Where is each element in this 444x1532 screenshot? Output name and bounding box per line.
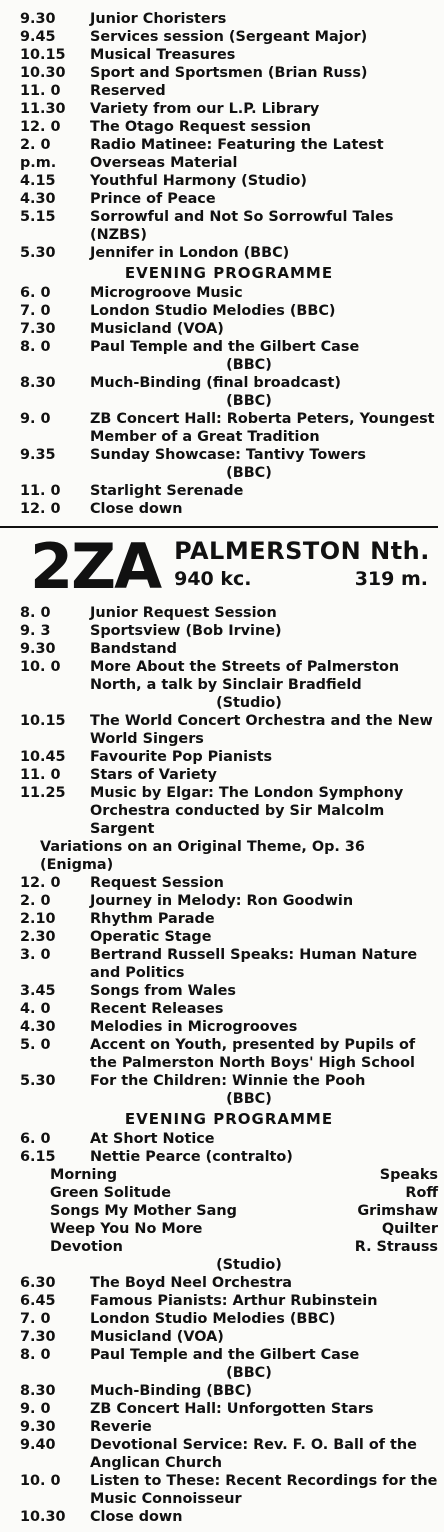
listing-time: 2. 0: [20, 893, 51, 909]
listing-item: [20, 1418, 438, 1436]
listing-time: 12. 0: [20, 119, 61, 135]
listing-time: 9.45: [20, 29, 56, 45]
listing-item: [20, 982, 438, 1000]
listing-time: 8.30: [20, 375, 56, 391]
listing-title: Rhythm Parade: [90, 911, 215, 927]
listing-item: [20, 64, 438, 82]
listing-item: [20, 500, 438, 518]
song-composer: R. Strauss: [354, 1239, 438, 1255]
listing-title: Musicland (VOA): [90, 321, 224, 337]
listing-title: More About the Streets of Palmerston North, a talk by Sinclair Bradfield: [90, 659, 400, 693]
listing-item: [20, 766, 438, 784]
listing-item: [20, 1072, 438, 1090]
listing-title: Paul Temple and the Gilbert Case: [90, 339, 360, 355]
listing-time: 11. 0: [20, 767, 61, 783]
listing-title: London Studio Melodies (BBC): [90, 1311, 336, 1327]
listing-title: Listen to These: Recent Recordings for the Music Connoisseur: [90, 1473, 438, 1507]
listing-time: 9. 3: [20, 623, 51, 639]
listing-title: Radio Matinee: Featuring the Latest Overseas Material: [90, 137, 384, 171]
listing-time: 5.15: [20, 209, 56, 225]
song-title: Songs My Mother Sang: [50, 1203, 237, 1219]
listing-time: 5. 0: [20, 1037, 51, 1053]
listing-item: [20, 604, 438, 622]
listing-item: [20, 892, 438, 910]
listing-item: [20, 748, 438, 766]
elgar-work-title: Variations on an Original Theme, Op. 36 (Enigma): [40, 839, 365, 873]
listing-title: The Boyd Neel Orchestra: [90, 1275, 293, 1291]
listing-time: 3.45: [20, 983, 56, 999]
listing-title: Sorrowful and Not So Sorrowful Tales (NZBS): [90, 209, 394, 243]
listing-time: 11. 0: [20, 83, 61, 99]
listing-time: 9. 0: [20, 1401, 51, 1417]
listing-time: 11.30: [20, 101, 66, 117]
station-call-sign: 2ZA: [30, 530, 161, 603]
station-morning-listings: [20, 604, 438, 838]
listing-title: Junior Choristers: [90, 11, 227, 27]
listing-item: [20, 712, 438, 748]
listing-item: [20, 244, 438, 262]
listing-time: 6.45: [20, 1293, 56, 1309]
listing-item: [20, 100, 438, 118]
listing-item: [20, 1148, 438, 1166]
listing-time: 4.30: [20, 1019, 56, 1035]
listing-title: For the Children: Winnie the Pooh: [90, 1073, 366, 1089]
station-frequency-line: [174, 566, 438, 592]
listing-note: (BBC): [226, 1091, 272, 1107]
listing-item: [20, 320, 438, 338]
listing-item: [20, 284, 438, 302]
listing-time: 4.30: [20, 191, 56, 207]
listing-title: Much-Binding (BBC): [90, 1383, 252, 1399]
evening-listings-2a: [20, 1130, 438, 1166]
listing-item: [20, 10, 438, 28]
song-composer: Roff: [405, 1185, 438, 1201]
listing-note: (BBC): [226, 465, 272, 481]
listing-title: Operatic Stage: [90, 929, 212, 945]
listing-item: [20, 190, 438, 208]
listing-time: 6.30: [20, 1275, 56, 1291]
listing-title: Bandstand: [90, 641, 177, 657]
listing-title: Microgroove Music: [90, 285, 243, 301]
listing-title: Reverie: [90, 1419, 152, 1435]
listing-item: [20, 208, 438, 244]
listing-time: 9.40: [20, 1437, 56, 1453]
listing-item: [20, 482, 438, 500]
listing-item: [20, 1436, 438, 1472]
section-divider: [0, 526, 438, 528]
listing-item: [20, 374, 438, 392]
listing-time: 2.30: [20, 929, 56, 945]
listing-title: Close down: [90, 1509, 183, 1525]
listing-time: 10.30: [20, 1509, 66, 1525]
listing-item: [20, 118, 438, 136]
listing-title: Junior Request Session: [90, 605, 277, 621]
listing-item: [20, 1508, 438, 1526]
listing-title: Request Session: [90, 875, 224, 891]
listing-title: Devotional Service: Rev. F. O. Ball of the Anglican Church: [90, 1437, 417, 1471]
evening-listings-2b: [20, 1274, 438, 1526]
listing-title: Starlight Serenade: [90, 483, 244, 499]
listing-time: 4.15: [20, 173, 56, 189]
listing-time: 9.35: [20, 447, 56, 463]
listing-title: London Studio Melodies (BBC): [90, 303, 336, 319]
listing-title: ZB Concert Hall: Roberta Peters, Youngest Member of a Great Tradition: [90, 411, 435, 445]
listing-title: Recent Releases: [90, 1001, 224, 1017]
recital-song: [20, 1184, 438, 1202]
listing-time: 12. 0: [20, 875, 61, 891]
song-title: Green Solitude: [50, 1185, 171, 1201]
station-afternoon-listings: [20, 874, 438, 1108]
listing-title: The World Concert Orchestra and the New World Singers: [90, 713, 433, 747]
listing-title: Jennifer in London (BBC): [90, 245, 290, 261]
listing-item: [20, 910, 438, 928]
listing-item: [20, 1130, 438, 1148]
listing-title: Sunday Showcase: Tantivy Towers: [90, 447, 366, 463]
listing-title: Nettie Pearce (contralto): [90, 1149, 293, 1165]
listing-item: [20, 874, 438, 892]
listing-title: Stars of Variety: [90, 767, 217, 783]
listing-title: Accent on Youth, presented by Pupils of the Palmerston North Boys' High School: [90, 1037, 416, 1071]
listing-item: [20, 1292, 438, 1310]
listing-title: Journey in Melody: Ron Goodwin: [90, 893, 354, 909]
listing-time: 9.30: [20, 11, 56, 27]
station-info: [160, 536, 438, 592]
listing-item: [20, 784, 438, 838]
listing-title: Much-Binding (final broadcast): [90, 375, 341, 391]
listing-time: 2. 0 p.m.: [20, 137, 57, 171]
listing-time: 11.25: [20, 785, 66, 801]
listing-time: 4. 0: [20, 1001, 51, 1017]
song-composer: Speaks: [379, 1167, 438, 1183]
listing-time: 10.15: [20, 713, 66, 729]
listing-title: Bertrand Russell Speaks: Human Nature and Politics: [90, 947, 418, 981]
listing-time: 10. 0: [20, 1473, 61, 1489]
recital-studio-note: (Studio): [216, 1257, 282, 1273]
listing-time: 10.30: [20, 65, 66, 81]
listing-title: Melodies in Microgrooves: [90, 1019, 298, 1035]
listing-time: 10.15: [20, 47, 66, 63]
listing-item: [20, 82, 438, 100]
listing-item: [20, 410, 438, 446]
listing-item: [20, 446, 438, 464]
recital-song: [20, 1166, 438, 1184]
song-composer: Quilter: [381, 1221, 438, 1237]
station-frequency: 940 kc.: [174, 568, 252, 590]
listing-time: 5.30: [20, 245, 56, 261]
listing-item: [20, 622, 438, 640]
listing-title: Reserved: [90, 83, 166, 99]
listing-title: Variety from our L.P. Library: [90, 101, 320, 117]
listing-item: [20, 1382, 438, 1400]
listing-title: The Otago Request session: [90, 119, 311, 135]
listing-title: Sportsview (Bob Irvine): [90, 623, 282, 639]
listing-item: [20, 338, 438, 356]
listing-item: [20, 1346, 438, 1364]
listing-item: [20, 46, 438, 64]
listing-time: 11. 0: [20, 483, 61, 499]
listing-title: Services session (Sergeant Major): [90, 29, 368, 45]
listing-time: 6. 0: [20, 1131, 51, 1147]
listing-title: Paul Temple and the Gilbert Case: [90, 1347, 360, 1363]
listing-time: 7.30: [20, 1329, 56, 1345]
song-title: Weep You No More: [50, 1221, 203, 1237]
station-header: [30, 530, 438, 603]
listing-item: [20, 302, 438, 320]
listing-title: Favourite Pop Pianists: [90, 749, 273, 765]
station-wavelength: 319 m.: [354, 568, 428, 590]
evening-heading-1: EVENING PROGRAMME: [124, 264, 334, 282]
listing-title: Musical Treasures: [90, 47, 236, 63]
listing-title: ZB Concert Hall: Unforgotten Stars: [90, 1401, 374, 1417]
listing-note: (Studio): [216, 695, 282, 711]
recital-song: [20, 1202, 438, 1220]
listing-item: [20, 658, 438, 694]
evening-listings-1: [20, 284, 438, 518]
listing-time: 3. 0: [20, 947, 51, 963]
listing-time: 8. 0: [20, 605, 51, 621]
listing-item: [20, 172, 438, 190]
listing-item: [20, 136, 438, 172]
listing-title: Musicland (VOA): [90, 1329, 224, 1345]
listing-title: At Short Notice: [90, 1131, 215, 1147]
listing-item: [20, 1310, 438, 1328]
listing-title: Famous Pianists: Arthur Rubinstein: [90, 1293, 378, 1309]
listing-item: [20, 1472, 438, 1508]
listing-title: Prince of Peace: [90, 191, 216, 207]
listing-time: 5.30: [20, 1073, 56, 1089]
listing-item: [20, 1328, 438, 1346]
listing-time: 12. 0: [20, 501, 61, 517]
listing-time: 9. 0: [20, 411, 51, 427]
listing-time: 7.30: [20, 321, 56, 337]
listing-time: 7. 0: [20, 303, 51, 319]
listing-time: 6.15: [20, 1149, 56, 1165]
listing-item: [20, 640, 438, 658]
listing-title: Youthful Harmony (Studio): [90, 173, 307, 189]
recital-song-list: [20, 1166, 438, 1256]
listing-item: [20, 1036, 438, 1072]
listing-time: 8.30: [20, 1383, 56, 1399]
listing-item: [20, 1274, 438, 1292]
song-title: Morning: [50, 1167, 118, 1183]
listing-item: [20, 1400, 438, 1418]
listing-time: 10. 0: [20, 659, 61, 675]
listing-title: Songs from Wales: [90, 983, 236, 999]
recital-song: [20, 1238, 438, 1256]
station-name: PALMERSTON Nth.: [174, 537, 430, 565]
listing-time: 10.45: [20, 749, 66, 765]
listing-note: (BBC): [226, 1365, 272, 1381]
listing-time: 9.30: [20, 641, 56, 657]
listing-title: Sport and Sportsmen (Brian Russ): [90, 65, 368, 81]
listing-item: [20, 28, 438, 46]
listing-title: Music by Elgar: The London Symphony Orchestra conducted by Sir Malcolm Sargent: [90, 785, 404, 837]
listing-time: 8. 0: [20, 339, 51, 355]
listing-item: [20, 1018, 438, 1036]
listing-item: [20, 1000, 438, 1018]
evening-heading-2: EVENING PROGRAMME: [124, 1110, 334, 1128]
listing-time: 6. 0: [20, 285, 51, 301]
listing-item: [20, 946, 438, 982]
song-title: Devotion: [50, 1239, 123, 1255]
listing-note: (BBC): [226, 357, 272, 373]
song-composer: Grimshaw: [357, 1203, 438, 1219]
recital-song: [20, 1220, 438, 1238]
listing-note: (BBC): [226, 393, 272, 409]
listing-time: 7. 0: [20, 1311, 51, 1327]
morning-afternoon-listings: [20, 10, 438, 262]
listing-time: 9.30: [20, 1419, 56, 1435]
listing-time: 8. 0: [20, 1347, 51, 1363]
listing-time: 2.10: [20, 911, 56, 927]
listing-item: [20, 928, 438, 946]
listing-title: Close down: [90, 501, 183, 517]
